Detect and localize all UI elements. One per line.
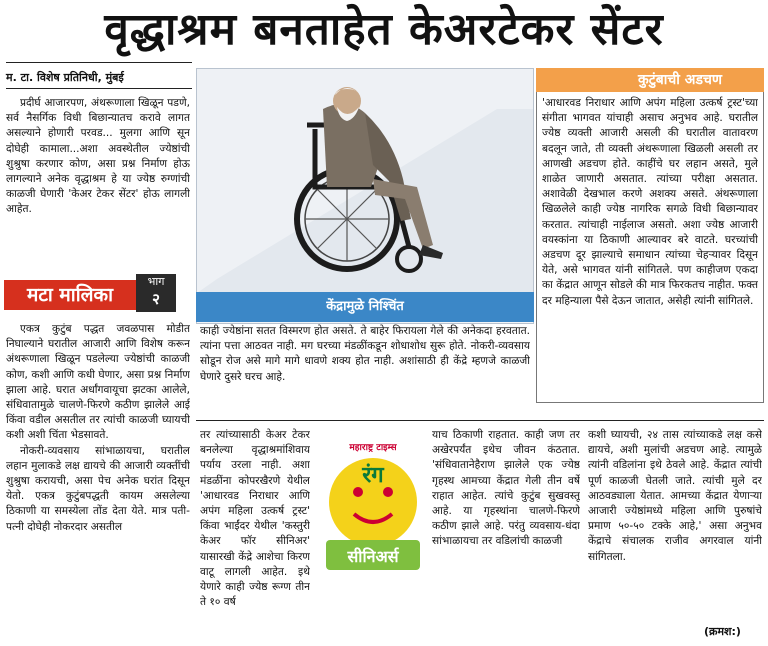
column-3 — [432, 428, 580, 644]
sidebar-text: 'आधारवड निराधार आणि अपंग महिला उत्कर्ष ट्रस्ट'च्या संगीता भागवत यांचाही असाच अनुभव आहे. घरातील ज्येष्ठ व्यक्ती आजारी असली की घरातील वातावरण बदलून जाते, ती व्यक्ती अंथरूणाला खिळली असली तर आणखी अडचण होते. काहींचे घर लहान असते, मुले शाळेत जाणारी असतात. त्यांच्या परीक्षा असतात. अशावेळी देखभाल करणे अशक्य असते. अंथरूणाला खिळलेले काही ज्येष्ठ नागरिक सगळे विधी बिछान्यावर करतात. त्यांचाही नाईलाज असतो. अशा ज्येष्ठ आजारी वयस्कांना या ठिकाणी आल्यावर बरे वाटते. घरच्यांची अडचण दूर झाल्याचे समाधान त्यांच्या चेहऱ्यावर दिसून येते, असे भागवत यांनी सांगितले. पण काहीजण एकदा का केंद्रात आणून सोडले की मात्र फिरकतच नाहीत. फक्त दर महिन्याला पैसे देऊन जातात, असेही त्यांनी सांगितले. — [542, 97, 758, 307]
column-2-text: तर त्यांच्यासाठी केअर टेकर बनलेल्या वृद्धाश्रमांशिवाय पर्याय उरला नाही. अशा मंडळींना कोपरखैरणे येथील 'आधारवड निराधार आणि अपंग महिला उत्कर्ष ट्रस्ट' किंवा भाईंदर येथील 'कस्तुरी केअर फॉर सीनिअर' यासारखी केंद्रे आशेचा किरण वाटू लागली आहेत. इथे येणारे काही ज्येष्ठ रूग्ण तीन ते १० वर्ष — [200, 429, 310, 609]
sidebar-title: कुटुंबाची अडचण — [536, 68, 764, 92]
column-4 — [588, 428, 762, 618]
photo-caption: केंद्रामुळे निश्चिंत — [196, 292, 534, 322]
intro-text: प्रदीर्घ आजारपण, अंथरूणाला खिळून पडणे, सर्व नैसर्गिक विधी बिछान्यातच करावे लागत असल्याने होणारी परवड... मुलगा आणि सून दोघेही कामाला...अशा अवस्थेतील ज्येष्ठांची शुश्रुषा करणार कोण, असा प्रश्न निर्माण होऊ लागल्याने अनेक वृद्धाश्रम हे या ज्येष्ठ रुग्णांची काळजी घेणारी 'केअर टेकर सेंटर' होऊ लागली आहेत. — [6, 97, 190, 216]
series-badge — [4, 274, 176, 314]
series-label: मटा मालिका — [4, 280, 136, 310]
column-3-text: याच ठिकाणी राहतात. काही जण तर अखेरपर्यंत इथेच जीवन कंठतात. 'संधिवातानेहैराण झालेले एक ज्येष्ठ गृहस्थ आमच्या केंद्रात गेली तीन वर्षे राहात आहेत. त्यांचे कुटुंब सुखवस्तू आहे. या गृहस्थांना चालणे-फिरणे कठीण झाले आहे. परंतु व्यवसाय-धंदा सांभाळायचा तर वडिलांची काळजी — [432, 429, 580, 548]
continued-note: (क्रमश:) — [704, 625, 741, 638]
wheelchair-elder-illustration — [197, 69, 533, 293]
logo-word1: रंग — [362, 463, 384, 488]
series-part-number: २ — [152, 290, 160, 308]
logo-word2: सीनिअर्स — [347, 547, 399, 566]
column-2 — [200, 428, 310, 644]
series-part-word: भाग — [147, 275, 165, 288]
mid-text-paragraph: काही ज्येष्ठांना सतत विस्मरण होत असते. ते बाहेर फिरायला गेले की अनेकदा हरवतात. त्यांना पत्ता आठवत नाही. मग घरच्या मंडळींकडून शोधाशोध सुरू होते. नोकरी-व्यवसाय सोडून रोज असे मागे मागे धावणे शक्य होत नाही. अशांसाठी ही केंद्रे म्हणजे काळजी घेणारे दुसरे घरच आहे. — [200, 325, 530, 383]
photo-frame — [196, 68, 534, 324]
rang-seniors-logo-art — [318, 432, 428, 592]
column-1 — [6, 322, 190, 644]
divider — [6, 62, 192, 63]
mid-text — [200, 324, 530, 404]
series-part — [136, 274, 176, 312]
byline: म. टा. विशेष प्रतिनिधी, मुंबई — [6, 71, 124, 84]
column-1-para-2: नोकरी-व्यवसाय सांभाळायचा, घरातील लहान मुलाकडे लक्ष द्यायचे की आजारी व्यक्तींची शुश्रुषा करायची, असा पेच अनेक घरांत दिसून येतो. एकत्र कुटुंबपद्धती कायम असलेल्या ठिकाणी या समस्येला तोंड देता येते. मात्र पती-पत्नी दोघेही नोकरदार असतील — [6, 444, 190, 533]
page-headline: वृद्धाश्रम बनताहेत केअरटेकर सेंटर — [104, 4, 664, 55]
column-1-para-1: एकत्र कुटुंब पद्धत जवळपास मोडीत निघाल्याने घरातील आजारी आणि विशेष करून अंथरूणाला खिळून पडलेल्या ज्येष्ठांची काळजी कोण, कशी आणि कधी घेणार, असा प्रश्न निर्माण झाला आहे. घरात अर्धांगवायूचा झटका आलेले, संधिवातामुळे चालणे-फिरणे कठीण झालेले आई किंवा वडील असतील तर त्यांची काळजी घ्यायची कशी अशी चिंता भेडसावते. — [6, 323, 190, 442]
divider — [196, 420, 764, 421]
intro-paragraph — [6, 96, 190, 268]
column-4-text: कशी घ्यायची, २४ तास त्यांच्याकडे लक्ष कसे द्यायचे, अशी मुलांची अडचण आहे. त्यामुळे त्यांनी वडिलांना इथे ठेवले आहे. केंद्रात त्यांची पूर्ण काळजी घेतली जाते. त्यांची मुले दर आठवड्याला येतात. आमच्या केंद्रात येणाऱ्या आजारी ज्येष्ठांमध्ये महिला आणि पुरुषांचे प्रमाण ५०-५० टक्के आहे,' असा अनुभव केंद्राचे संचालक राजीव अगरवाल यांनी सांगितला. — [588, 429, 762, 563]
logo-brand: महाराष्ट्र टाइम्स — [349, 443, 397, 453]
sidebar-text-block — [542, 96, 758, 400]
divider — [6, 88, 192, 89]
rang-seniors-logo — [318, 432, 428, 592]
